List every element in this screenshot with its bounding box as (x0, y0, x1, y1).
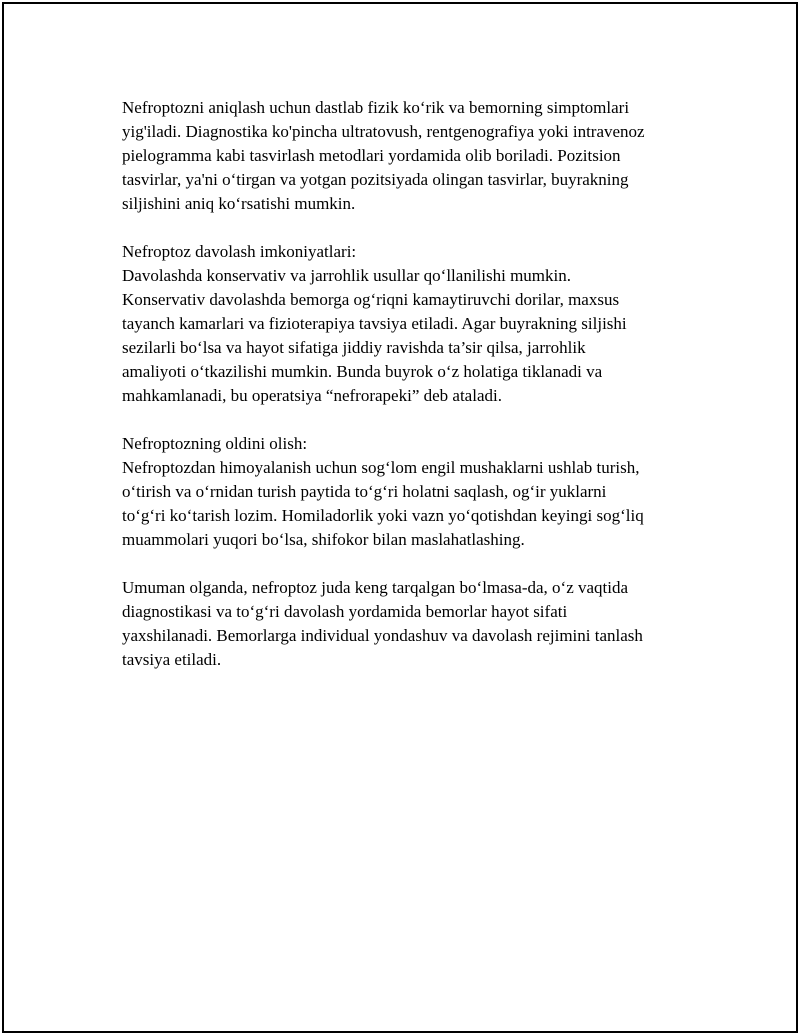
text-line: tasvirlar, ya'ni o‘tirgan va yotgan pozitsiyada olingan tasvirlar, buyrakning (122, 170, 629, 189)
paragraph-spacer (122, 408, 702, 432)
paragraph-spacer (122, 216, 702, 240)
text-line: siljishini aniq ko‘rsatishi mumkin. (122, 194, 356, 213)
document-body (122, 96, 702, 672)
paragraph-treatment (122, 240, 702, 408)
text-line: to‘g‘ri ko‘tarish lozim. Homiladorlik yoki vazn yo‘qotishdan keyingi sog‘liq (122, 506, 644, 525)
text-line: sezilarli bo‘lsa va hayot sifatiga jiddiy ravishda ta’sir qilsa, jarrohlik (122, 338, 586, 357)
text-line: amaliyoti o‘tkazilishi mumkin. Bunda buyrok o‘z holatiga tiklanadi va (122, 362, 603, 381)
section-heading: Nefroptozning oldini olish: (122, 434, 308, 453)
text-line: Nefroptozdan himoyalanish uchun sog‘lom engil mushaklarni ushlab turish, (122, 458, 640, 477)
paragraph-conclusion (122, 576, 702, 672)
text-line: Davolashda konservativ va jarrohlik usullar qo‘llanilishi mumkin. (122, 266, 571, 285)
paragraph-diagnosis (122, 96, 702, 216)
text-line: tavsiya etiladi. (122, 650, 222, 669)
text-line: Umuman olganda, nefroptoz juda keng tarqalgan bo‘lmasa-da, o‘z vaqtida (122, 578, 629, 597)
text-line: mahkamlanadi, bu operatsiya “nefrorapeki” deb ataladi. (122, 386, 502, 405)
text-line: o‘tirish va o‘rnidan turish paytida to‘g‘ri holatni saqlash, og‘ir yuklarni (122, 482, 607, 501)
section-heading: Nefroptoz davolash imkoniyatlari: (122, 242, 357, 261)
paragraph-prevention (122, 432, 702, 552)
text-line: Konservativ davolashda bemorga og‘riqni kamaytiruvchi dorilar, maxsus (122, 290, 620, 309)
text-line: yig'iladi. Diagnostika ko'pincha ultratovush, rentgenografiya yoki intravenoz (122, 122, 645, 141)
text-line: yaxshilanadi. Bemorlarga individual yondashuv va davolash rejimini tanlash (122, 626, 643, 645)
paragraph-spacer (122, 552, 702, 576)
page-frame (2, 2, 798, 1033)
text-line: diagnostikasi va to‘g‘ri davolash yordamida bemorlar hayot sifati (122, 602, 568, 621)
text-line: pielogramma kabi tasvirlash metodlari yordamida olib boriladi. Pozitsion (122, 146, 621, 165)
text-line: tayanch kamarlari va fizioterapiya tavsiya etiladi. Agar buyrakning siljishi (122, 314, 627, 333)
text-line: Nefroptozni aniqlash uchun dastlab fizik ko‘rik va bemorning simptomlari (122, 98, 630, 117)
text-line: muammolari yuqori bo‘lsa, shifokor bilan maslahatlashing. (122, 530, 525, 549)
